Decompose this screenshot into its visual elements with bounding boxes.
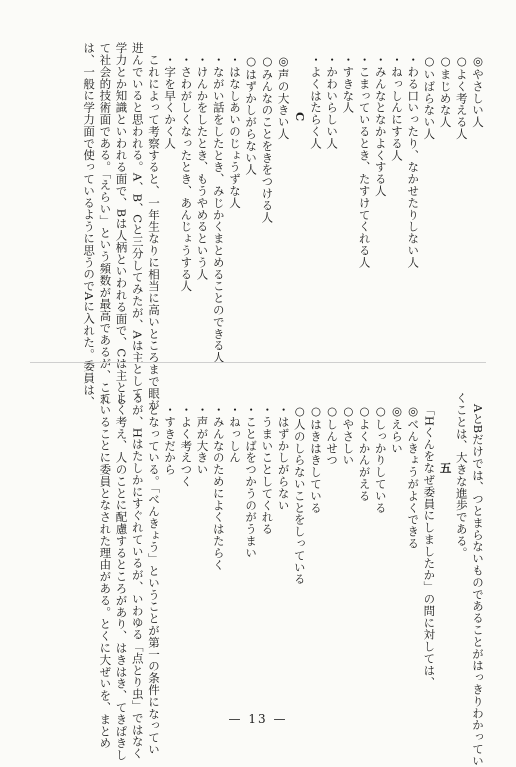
text-column: ・みんなのためによくはたらく [211, 404, 226, 571]
text-column: 进んでいると思われる。A、B、Cと三分してみたが、Aは主として [130, 42, 145, 399]
text-column: て社会的技術面である。「えらい」という頻数が最高であるが、これ [98, 42, 113, 406]
text-column: ・はずかしがらない [276, 404, 291, 512]
page-number: — 13 — [228, 712, 288, 726]
text-column: よく考え、人のことに配慮するところがあり、はきはき、てきぱきし [114, 392, 129, 761]
text-column: AとBだけでは、つとまらないものであることがはっきりわかってい [471, 404, 485, 767]
text-column: となっている。「べんきょう」ということが第一の条件になってい [146, 404, 161, 756]
text-column: ◎えらい [389, 404, 404, 455]
text-column: ◎声の大きい人 [276, 54, 291, 140]
text-column: ○人のしらないことをしっている [292, 404, 307, 585]
top-section [48, 42, 486, 411]
text-column: ・うまいことしてくれる [260, 404, 275, 535]
text-column: ・ねっしん [227, 404, 242, 464]
text-column: ○よく考える人 [454, 54, 469, 140]
text-column: ・よく考えつく [179, 404, 194, 488]
text-column: ○みんなのことをきをつける人 [260, 54, 275, 224]
text-column: るが、Hはたしかにすぐれているが、いわゆる「点とり虫」ではなく [130, 392, 145, 760]
text-column: ・みんなとなかよくする人 [373, 54, 388, 197]
text-column: ○はずかしがらない人 [244, 54, 259, 176]
text-column: ・すきだから [163, 404, 178, 476]
section-heading: C [292, 112, 307, 122]
text-column: ・ながい話をしたとき、みじかくまとめることのできる人 [211, 54, 226, 364]
text-column: 「Hくんをなぜ委員にしましたか」の問に対しては、 [422, 404, 437, 689]
text-column: ・わる口いったり、なかせたりしない人 [406, 54, 421, 269]
text-column: ○しんせつ [325, 404, 340, 466]
section-divider [30, 362, 486, 363]
text-column: は、一般に学力面で使っているように思うのでAに入れた。委員は、 [82, 42, 97, 408]
text-column: ・はなしあいのじょうずな人 [227, 54, 242, 209]
text-column: ○はきはきしている [308, 404, 323, 514]
text-column: ◎やさしい人 [471, 54, 485, 128]
text-column: ◎べんきょうがよくできる [406, 404, 421, 550]
section-heading: 五 [438, 462, 453, 474]
text-column: ○やさしい [341, 404, 356, 466]
text-column: ・字を早くかく人 [163, 54, 178, 150]
text-column: ○しっかりしている [373, 404, 388, 514]
text-column: ・けんかをしたとき、もうやめるという人 [195, 54, 210, 281]
text-column: ○いばらない人 [422, 54, 437, 140]
text-column: ・こまっているとき、たすけてくれる人 [357, 54, 372, 269]
text-column: ・すきな人 [341, 54, 356, 114]
text-column: ・よくはたらく人 [308, 54, 323, 150]
text-column: ○よくかんがえる [357, 404, 372, 502]
text-column: ・ことばをつかうのがうまい [244, 404, 259, 559]
text-column: ○まじめな人 [438, 54, 453, 128]
text-column: ・声が大きい [195, 404, 210, 476]
text-column: ・ねっしんにする人 [389, 54, 404, 162]
text-column: これによって考察すると、一年生なりに相当に高いところまで眼が [146, 54, 161, 411]
text-column: ・さわがしくなったとき、あんじょうする人 [179, 54, 194, 292]
text-column: ・かわいらしい人 [325, 54, 340, 150]
text-column: ていることに委員となされた理由がある。とくに大ぜいを、まとめ [98, 392, 113, 749]
text-column: 学力とか知識といわれる面で、Bは人柄といわれる面で、Cは主とし [114, 42, 129, 406]
text-column: くことは、大きな進歩である。 [454, 392, 469, 559]
